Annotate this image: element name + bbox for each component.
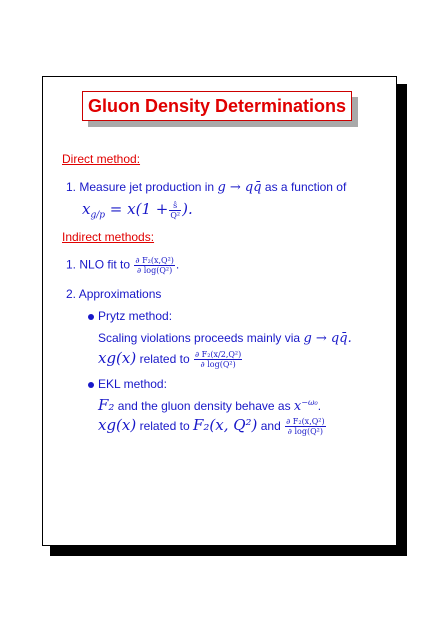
formula-frac-den: Q² bbox=[170, 211, 181, 221]
ekl-line-2-text: related to bbox=[139, 419, 190, 433]
prytz-label: Prytz method: bbox=[98, 309, 173, 323]
indirect-item-1 bbox=[66, 256, 179, 275]
prytz-line-2-math: xg(x) bbox=[98, 349, 137, 367]
ekl-line-1-end: . bbox=[317, 399, 322, 413]
bullet-icon bbox=[88, 382, 94, 388]
prytz-line-2-text: related to bbox=[139, 352, 190, 366]
formula-end: ). bbox=[182, 200, 193, 218]
ekl-frac-den: ∂ log(Q²) bbox=[287, 427, 323, 437]
ekl-fraction bbox=[285, 417, 326, 436]
slide-page bbox=[42, 76, 397, 546]
formula-fraction bbox=[169, 201, 181, 220]
prytz-frac-num: ∂ F₂(x/2,Q²) bbox=[194, 350, 242, 360]
ekl-frac-num: ∂ F₂(x,Q²) bbox=[286, 417, 325, 427]
ekl-line-2-text2: and bbox=[260, 419, 281, 433]
prytz-line-2 bbox=[98, 349, 243, 369]
direct-item-1-text: Measure jet production in bbox=[79, 180, 215, 194]
ekl-line-1-math2: x bbox=[293, 399, 302, 414]
ekl-line-2-math2: F₂(x, Q²) bbox=[192, 416, 258, 434]
indirect-frac-den: ∂ log(Q²) bbox=[137, 266, 173, 275]
indirect-methods-heading: Indirect methods: bbox=[62, 230, 155, 244]
indirect-frac-num: ∂ F₂(x,Q²) bbox=[135, 256, 174, 265]
ekl-line-2 bbox=[98, 416, 327, 436]
indirect-item-2 bbox=[66, 287, 161, 301]
indirect-item-1-end: . bbox=[175, 257, 180, 272]
indirect-item-2-number: 2. bbox=[66, 287, 77, 301]
ekl-line-2-math: xg(x) bbox=[98, 416, 137, 434]
ekl-line-1-text: and the gluon density behave as bbox=[117, 399, 291, 413]
indirect-item-1-number: 1. bbox=[66, 257, 77, 272]
ekl-label: EKL method: bbox=[98, 377, 167, 391]
direct-item-1-formula bbox=[82, 200, 193, 220]
prytz-fraction bbox=[194, 350, 242, 369]
indirect-item-2-text: Approximations bbox=[78, 287, 162, 301]
bullet-icon bbox=[88, 314, 94, 320]
prytz-line-1-text: Scaling violations proceeds mainly via bbox=[98, 331, 301, 345]
ekl-line-1-math: F₂ bbox=[98, 396, 115, 414]
formula-frac-num: ŝ bbox=[169, 201, 181, 211]
direct-item-1 bbox=[66, 180, 346, 195]
indirect-item-1-fraction bbox=[134, 256, 175, 275]
direct-item-1-number: 1. bbox=[66, 180, 77, 194]
ekl-line-1-sup: −ω₀ bbox=[301, 398, 318, 407]
direct-item-1-after: as a function of bbox=[264, 180, 347, 194]
indirect-item-1-text: NLO fit to bbox=[79, 257, 131, 272]
prytz-line-1-math: g → qq̄. bbox=[303, 331, 352, 346]
direct-method-heading: Direct method: bbox=[62, 152, 141, 166]
slide-title: Gluon Density Determinations bbox=[82, 91, 352, 121]
formula-x: x bbox=[82, 200, 91, 218]
prytz-line-1 bbox=[98, 331, 352, 346]
ekl-line-1 bbox=[98, 396, 321, 414]
direct-item-1-math: g → qq̄ bbox=[217, 180, 262, 195]
prytz-frac-den: ∂ log(Q²) bbox=[200, 360, 236, 370]
formula-mid: = x(1 + bbox=[105, 200, 169, 218]
formula-sub: g/p bbox=[90, 210, 106, 221]
